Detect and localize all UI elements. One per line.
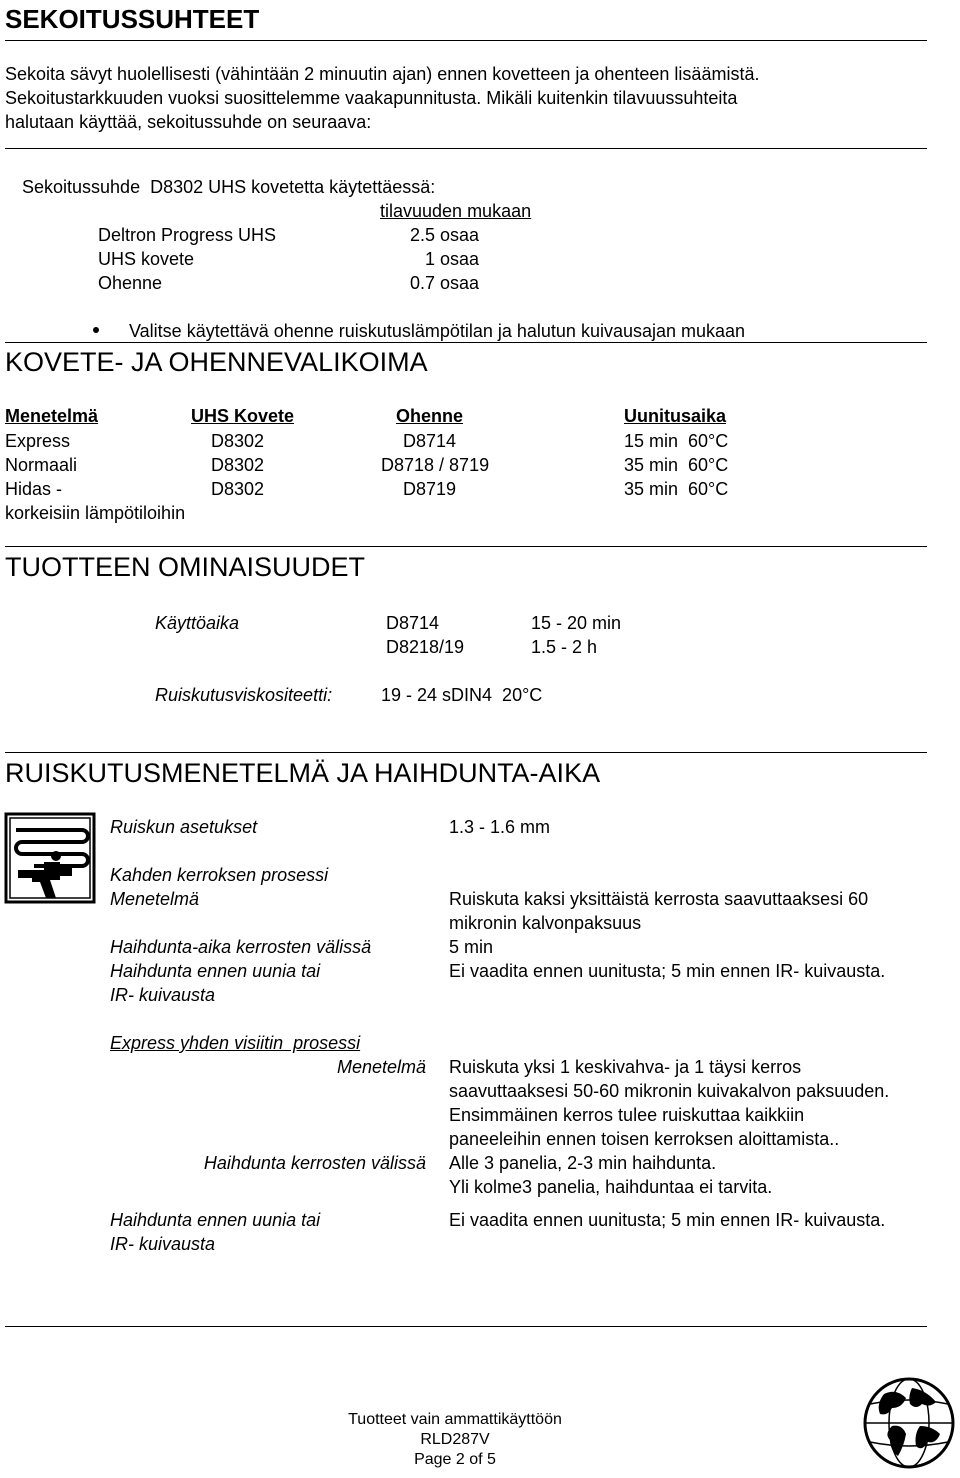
paragraph-line: Sekoita sävyt huolellisesti (vähintään 2 minuutin ajan) ennen kovetteen ja ohenteen lisäämistä.: [5, 64, 760, 84]
table-header-thinner: Ohenne: [396, 406, 464, 426]
method-label: Menetelmä: [110, 889, 200, 909]
footer-line: Tuotteet vain ammattikäyttöön: [348, 1411, 562, 1428]
pot-life-value: 1.5 - 2 h: [531, 637, 598, 657]
cell-bake: 35 min 60°C: [624, 455, 729, 475]
thinner-note: Valitse käytettävä ohenne ruiskutuslämpötilan ja halutun kuivausajan mukaan: [129, 321, 746, 341]
gun-setup-value: 1.3 - 1.6 mm: [449, 817, 551, 837]
express-flash-line: Yli kolme3 panelia, haihduntaa ei tarvita.: [449, 1177, 773, 1197]
ratio-row-value: 2.5 osaa: [409, 225, 479, 245]
spray-gun-icon: [4, 812, 96, 904]
cell-thinner: D8718 / 8719: [381, 455, 490, 475]
two-coat-heading: Kahden kerroksen prosessi: [110, 865, 329, 885]
cell-hardener: D8302: [211, 455, 265, 475]
cell-hardener: D8302: [211, 479, 265, 499]
section-title-range: KOVETE- JA OHENNEVALIKOIMA: [5, 347, 428, 377]
pot-life-product: D8714: [386, 613, 440, 633]
ratio-row-value: 1 osaa: [424, 249, 479, 269]
express-method-line: paneeleihin ennen toisen kerroksen aloittamista..: [449, 1129, 840, 1149]
paragraph-line: Sekoitustarkkuuden vuoksi suosittelemme vaakapunnitusta. Mikäli kuitenkin tilavuussuhteita: [5, 88, 738, 108]
method-value-line: Ruiskuta kaksi yksittäistä kerrosta saavuttaaksesi 60: [449, 889, 869, 909]
flash-before-value: Ei vaadita ennen uunitusta; 5 min ennen IR- kuivausta.: [449, 961, 886, 981]
cell-method: Express: [5, 431, 71, 451]
section-title-application: RUISKUTUSMENETELMÄ JA HAIHDUNTA-AIKA: [5, 758, 601, 788]
section-title-mixing: SEKOITUSSUHTEET: [5, 4, 260, 34]
cell-bake: 35 min 60°C: [624, 479, 729, 499]
ratio-row-name: Ohenne: [98, 273, 163, 293]
express-method-label: Menetelmä: [336, 1057, 426, 1077]
divider: [5, 40, 927, 41]
globe-logo-icon: [862, 1376, 956, 1470]
express-flash-label: Haihdunta kerrosten välissä: [203, 1153, 426, 1173]
express-before-label-line: IR- kuivausta: [110, 1234, 216, 1254]
pot-life-product: D8218/19: [386, 637, 465, 657]
flash-between-value: 5 min: [449, 937, 494, 957]
flash-before-label-line: IR- kuivausta: [110, 985, 216, 1005]
flash-between-label: Haihdunta-aika kerrosten välissä: [110, 937, 372, 957]
divider: [5, 148, 927, 149]
cell-method-continued: korkeisiin lämpötiloihin: [5, 503, 186, 523]
cell-method: Normaali: [5, 455, 78, 475]
section-title-properties: TUOTTEEN OMINAISUUDET: [5, 552, 366, 582]
footer-page-number: Page 2 of 5: [414, 1451, 496, 1468]
express-method-line: Ensimmäinen kerros tulee ruiskuttaa kaikkiin: [449, 1105, 805, 1125]
cell-thinner: D8719: [403, 479, 457, 499]
ratio-heading: Sekoitussuhde D8302 UHS kovetetta käytettäessä:: [22, 177, 436, 197]
viscosity-label: Ruiskutusviskositeetti:: [155, 685, 333, 705]
divider: [5, 1326, 927, 1327]
table-header-bake: Uunitusaika: [624, 406, 727, 426]
ratio-column-header: tilavuuden mukaan: [380, 201, 532, 221]
bullet-icon: [93, 327, 99, 333]
ratio-row-name: Deltron Progress UHS: [98, 225, 277, 245]
paragraph-line: halutaan käyttää, sekoitussuhde on seuraava:: [5, 112, 372, 132]
express-method-line: saavuttaaksesi 50-60 mikronin kuivakalvon paksuuden.: [449, 1081, 890, 1101]
divider: [5, 752, 927, 753]
express-flash-line: Alle 3 panelia, 2-3 min haihdunta.: [449, 1153, 717, 1173]
express-before-label-line: Haihdunta ennen uunia tai: [110, 1210, 321, 1230]
pot-life-label: Käyttöaika: [155, 613, 240, 633]
pot-life-value: 15 - 20 min: [531, 613, 622, 633]
express-before-value: Ei vaadita ennen uunitusta; 5 min ennen IR- kuivausta.: [449, 1210, 886, 1230]
cell-hardener: D8302: [211, 431, 265, 451]
ratio-row-name: UHS kovete: [98, 249, 195, 269]
cell-bake: 15 min 60°C: [624, 431, 729, 451]
divider: [5, 342, 927, 343]
method-value-line: mikronin kalvonpaksuus: [449, 913, 642, 933]
express-method-line: Ruiskuta yksi 1 keskivahva- ja 1 täysi kerros: [449, 1057, 802, 1077]
table-header-hardener: UHS Kovete: [191, 406, 295, 426]
cell-method: Hidas -: [5, 479, 63, 499]
ratio-row-value: 0.7 osaa: [409, 273, 479, 293]
footer-line: RLD287V: [420, 1431, 490, 1448]
table-header-method: Menetelmä: [5, 406, 99, 426]
flash-before-label-line: Haihdunta ennen uunia tai: [110, 961, 321, 981]
divider: [5, 546, 927, 547]
express-heading: Express yhden visiitin prosessi: [110, 1033, 361, 1053]
gun-setup-label: Ruiskun asetukset: [110, 817, 258, 837]
cell-thinner: D8714: [403, 431, 457, 451]
viscosity-value: 19 - 24 sDIN4 20°C: [381, 685, 543, 705]
